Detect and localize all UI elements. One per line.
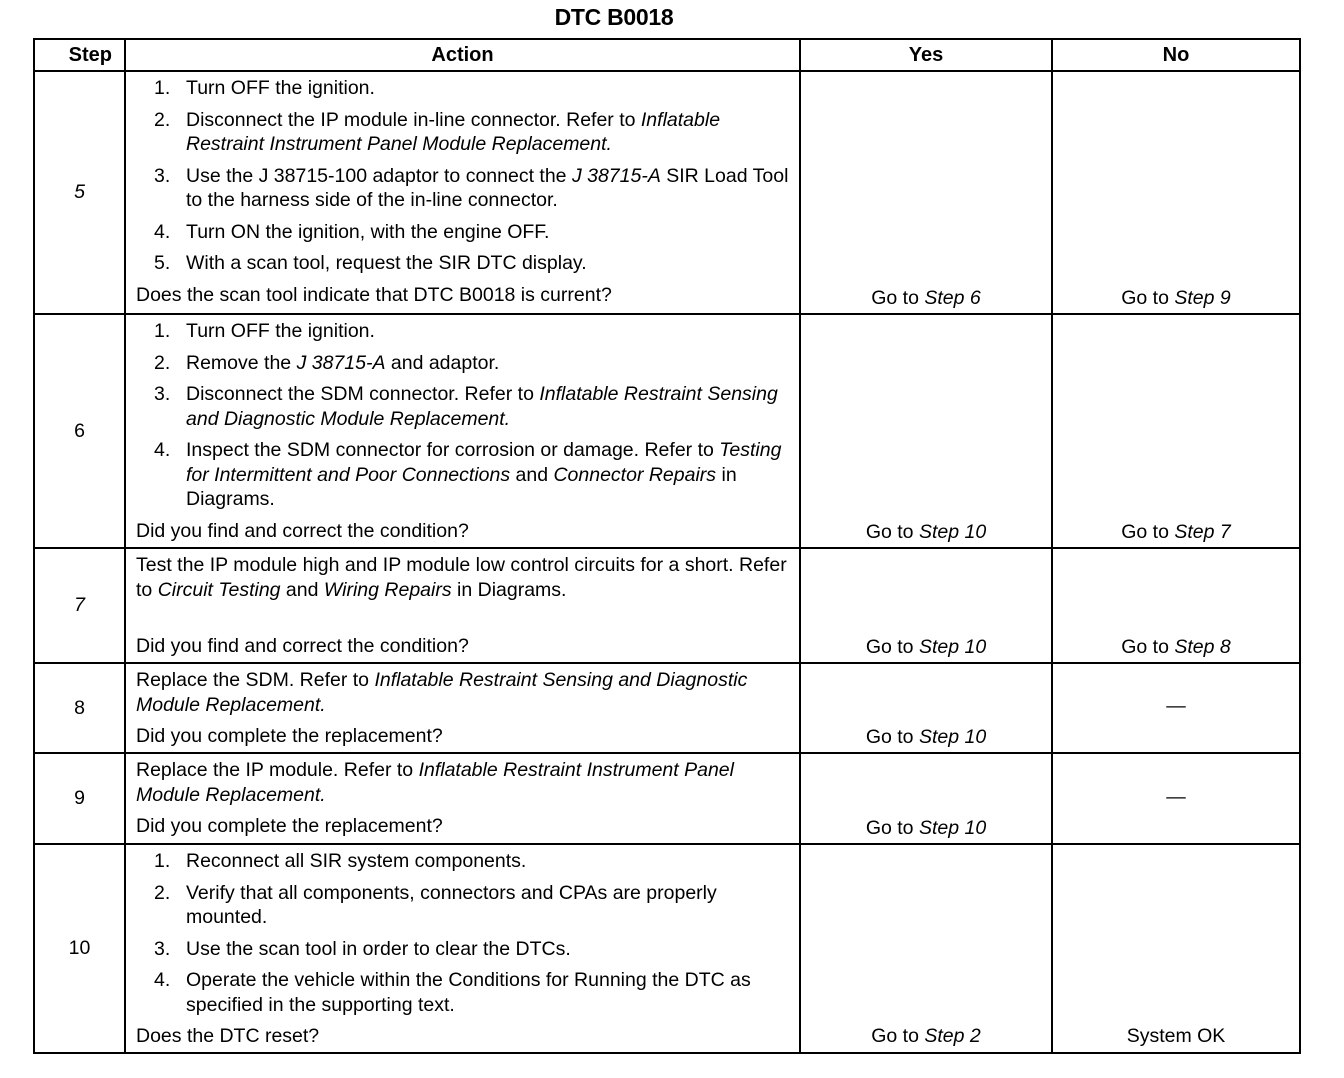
text-run: Test the IP module high and IP module low control circuits for a short. Refer to [136,554,787,601]
yes-step-ref: Step 10 [918,635,987,658]
yes-prefix: Go to [865,725,919,748]
reference-link-text: Circuit Testing [157,578,281,601]
yes-prefix: Go to [871,286,925,309]
text-run: Turn ON the ignition, with the engine OFF. [186,220,550,243]
no-cell [1052,548,1300,663]
no-step-ref: Step 7 [1174,520,1231,543]
no-prefix: Go to [1121,635,1175,658]
action-step-number: 2. [154,108,171,131]
reference-link-text: Inflatable Restraint Instrument Panel Module Replacement. [186,108,721,155]
header-yes: Yes [800,39,1052,71]
action-step-number: 3. [154,164,171,187]
no-step-ref: Step 8 [1174,635,1231,658]
action-step-number: 4. [154,220,171,243]
action-step [136,937,789,962]
action-step-number: 1. [154,850,171,872]
spacer [136,609,789,634]
no-cell [1052,753,1300,844]
text-run: Verify that all components, connectors and CPAs are properly mounted. [186,881,717,928]
action-steps-list [136,319,789,512]
header-no: No [1052,39,1300,71]
yes-cell [800,71,1052,314]
no-cell [1052,71,1300,314]
no-prefix: Go to [1121,286,1175,309]
text-run: Inspect the SDM connector for corrosion or damage. Refer to [186,439,720,461]
no-result: System OK [1126,1025,1226,1047]
table-row [34,663,1300,753]
action-step [136,968,789,1017]
step-number: 5 [34,71,125,314]
action-question: Did you complete the replacement? [136,815,443,837]
text-run: Use the scan tool in order to clear the DTCs. [186,937,571,960]
action-cell [125,548,800,663]
action-question: Did you complete the replacement? [136,725,443,747]
yes-step-ref: Step 6 [924,286,981,309]
reference-link-text: Connector Repairs [553,463,717,486]
action-step [136,881,789,930]
yes-cell [800,314,1052,548]
action-question: Did you find and correct the condition? [136,519,469,542]
text-run: Replace the SDM. Refer to [136,669,375,691]
action-step-number: 3. [154,383,171,405]
text-run: Reconnect all SIR system components. [186,850,527,872]
reference-link-text: Inflatable Restraint Instrument Panel Module Replacement. [136,759,734,806]
action-steps-list [136,76,789,276]
step-number: 10 [34,844,125,1053]
yes-cell [800,844,1052,1053]
action-cell [125,71,800,314]
action-question: Does the scan tool indicate that DTC B0018 is current? [136,283,612,306]
action-step [136,220,789,245]
text-run: Turn OFF the ignition. [186,320,375,342]
action-step [136,108,789,157]
action-question: Does the DTC reset? [136,1025,320,1047]
reference-link-text: Testing for Intermittent and Poor Connections [186,439,782,486]
no-result: — [1166,785,1186,808]
yes-prefix: Go to [865,635,919,658]
action-steps-list [136,849,789,1017]
reference-link-text: Inflatable Restraint Sensing and Diagnostic Module Replacement. [186,383,778,430]
reference-link-text: Wiring Repairs [323,578,452,601]
no-result: — [1166,695,1186,718]
action-paragraph [136,668,789,717]
yes-prefix: Go to [871,1025,925,1047]
action-step-number: 4. [154,439,171,461]
text-run: Disconnect the IP module in-line connector. Refer to [186,108,641,131]
header-step: Step [34,39,125,71]
action-step-number: 2. [154,881,171,904]
text-run: Use the J 38715-100 adaptor to connect the [186,164,572,187]
table-row [34,314,1300,548]
table-row [34,71,1300,314]
table-row [34,753,1300,844]
no-cell [1052,314,1300,548]
yes-cell [800,548,1052,663]
action-step [136,438,789,512]
yes-step-ref: Step 10 [918,725,987,748]
no-prefix: Go to [1121,520,1175,543]
yes-prefix: Go to [865,520,919,543]
yes-cell [800,663,1052,753]
reference-link-text: J 38715-A [296,351,386,374]
yes-step-ref: Step 10 [918,520,987,543]
step-number: 9 [34,753,125,844]
yes-step-ref: Step 2 [924,1025,981,1047]
action-paragraph [136,553,789,602]
text-run: in Diagrams. [451,578,567,601]
step-number: 6 [34,314,125,548]
action-step [136,849,789,874]
text-run: and adaptor. [385,351,500,374]
table-row [34,844,1300,1053]
no-cell [1052,663,1300,753]
table-row [34,548,1300,663]
table-header-row [34,39,1300,71]
action-step-number: 4. [154,969,171,991]
text-run: Remove the [186,351,297,374]
step-number: 7 [34,548,125,663]
no-step-ref: Step 9 [1174,286,1231,309]
page-title: DTC B0018 [554,4,674,30]
action-step-number: 5. [154,252,171,274]
text-run: Replace the IP module. Refer to [136,759,419,781]
yes-prefix: Go to [865,816,919,839]
yes-step-ref: Step 10 [918,816,987,839]
action-step [136,251,789,276]
action-step [136,164,789,213]
action-paragraph [136,758,789,807]
text-run: SIR Load Tool to the harness side of the in-line connector. [186,164,789,211]
diagnostic-table [33,38,1301,1054]
action-cell [125,753,800,844]
no-cell [1052,844,1300,1053]
reference-link-text: Inflatable Restraint Sensing and Diagnostic Module Replacement. [136,669,748,716]
action-question: Did you find and correct the condition? [136,635,469,657]
text-run: in Diagrams. [186,463,737,510]
yes-cell [800,753,1052,844]
action-step [136,319,789,344]
text-run: Turn OFF the ignition. [186,77,375,99]
action-step-number: 3. [154,937,171,960]
action-cell [125,844,800,1053]
text-run: With a scan tool, request the SIR DTC display. [186,252,587,274]
text-run: and [280,578,324,601]
action-step-number: 2. [154,351,171,374]
action-step [136,382,789,431]
action-step-number: 1. [154,320,171,342]
header-action: Action [125,39,800,71]
action-cell [125,314,800,548]
text-run: Operate the vehicle within the Conditions for Running the DTC as specified in the supporting text. [186,969,751,1016]
reference-link-text: J 38715-A [571,164,661,187]
action-step-number: 1. [154,77,171,99]
action-step [136,351,789,376]
text-run: Disconnect the SDM connector. Refer to [186,383,540,405]
action-cell [125,663,800,753]
step-number: 8 [34,663,125,753]
text-run: and [510,463,554,486]
action-step [136,76,789,101]
